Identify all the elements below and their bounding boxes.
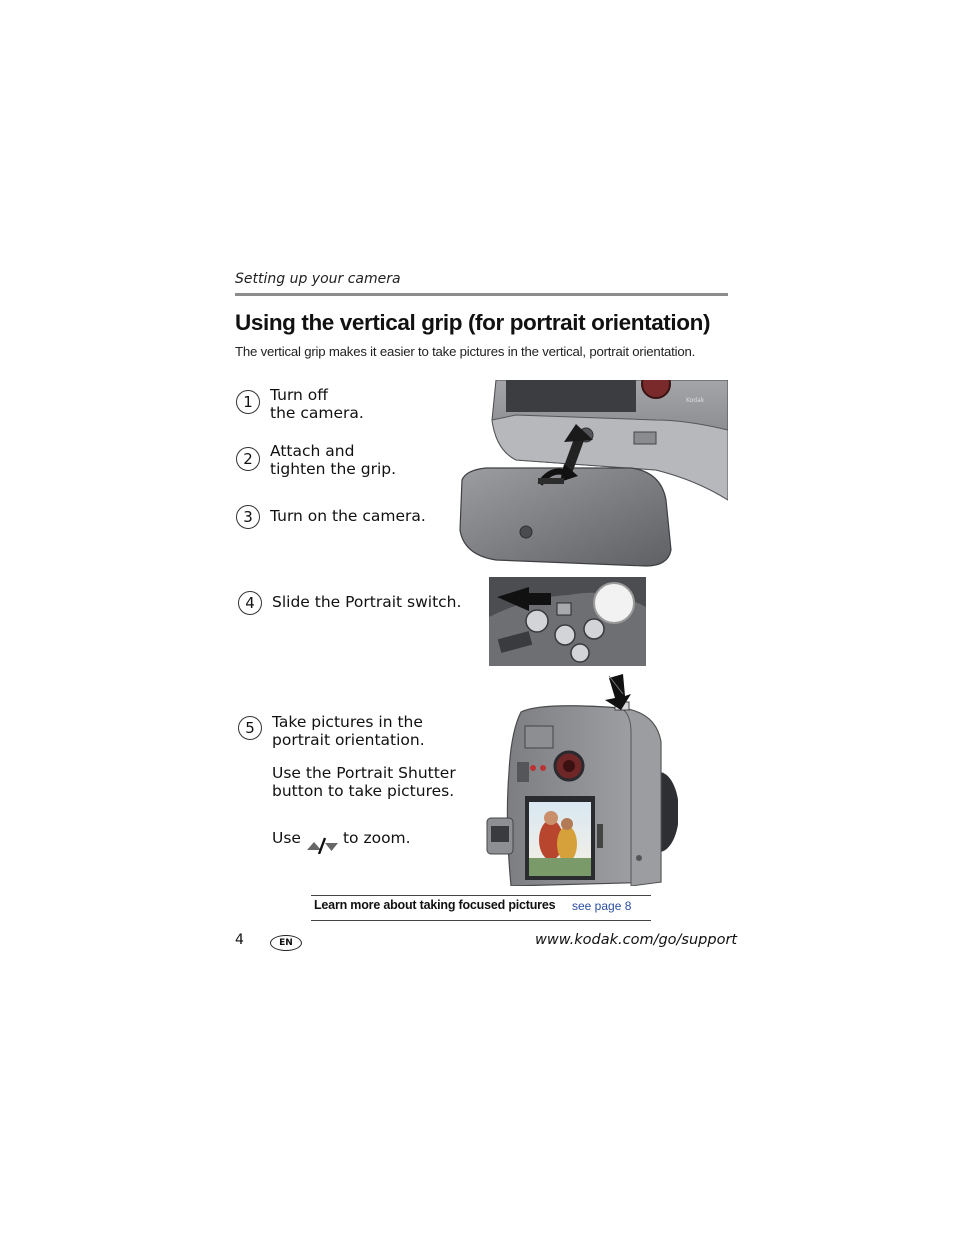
step-number-4: 4 (238, 591, 262, 615)
portrait-switch-illustration (489, 577, 646, 666)
portrait-shooting-illustration (481, 672, 678, 886)
intro-text: The vertical grip makes it easier to take pictures in the vertical, portrait orientation. (235, 344, 696, 359)
callout-text: Learn more about taking focused pictures (314, 898, 556, 912)
brand-label: Kodak (686, 397, 705, 404)
language-badge: EN (270, 935, 302, 951)
page-title: Using the vertical grip (for portrait orientation) (235, 310, 711, 335)
zoom-suffix: to zoom. (342, 829, 411, 847)
page-number: 4 (235, 932, 244, 948)
zoom-instruction (272, 818, 411, 858)
header-rule (235, 293, 728, 296)
step-text-3: Turn on the camera. (270, 507, 426, 525)
attach-grip-illustration (456, 380, 728, 568)
step-text-5: Take pictures in the portrait orientation. (272, 713, 425, 749)
step-number-3: 3 (236, 505, 260, 529)
support-url[interactable]: www.kodak.com/go/support (535, 932, 738, 948)
zoom-arrows-icon (305, 818, 339, 858)
shutter-instruction: Use the Portrait Shutter button to take pictures. (272, 764, 456, 800)
callout-page-link[interactable]: see page 8 (572, 899, 632, 913)
zoom-prefix: Use (272, 829, 301, 847)
step-number-1: 1 (236, 390, 260, 414)
step-text-2: Attach and tighten the grip. (270, 442, 397, 478)
step-number-5: 5 (238, 716, 262, 740)
step-text-1: Turn off the camera. (270, 386, 364, 422)
section-header: Setting up your camera (235, 271, 401, 287)
step-text-4: Slide the Portrait switch. (272, 593, 462, 611)
step-number-2: 2 (236, 447, 260, 471)
